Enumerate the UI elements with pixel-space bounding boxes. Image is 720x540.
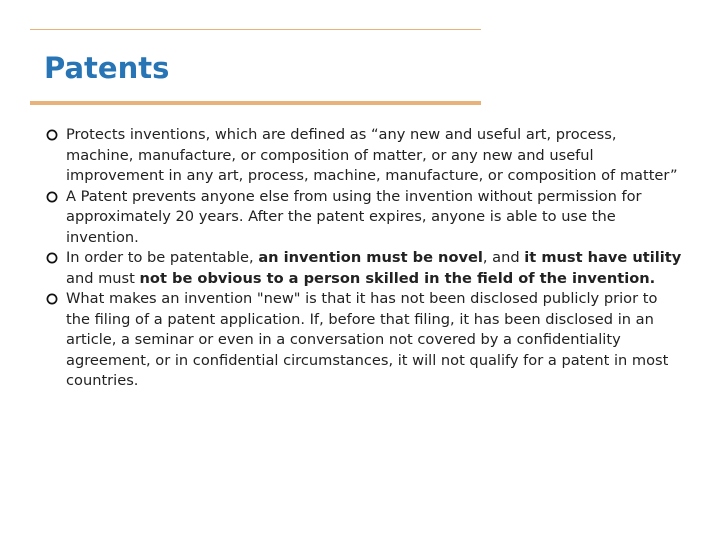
circle-bullet-icon: [46, 252, 58, 264]
bullet-text: [66, 290, 668, 389]
bullet-text-segment: In order to be patentable,: [66, 249, 259, 266]
bullet-text-segment: Protects inventions, which are defined as “any new and useful art, process, machine, manufacture, or composition of matter, or any new and useful improvement in any art, process, machine, manufacture, or composition of matter”: [66, 126, 678, 184]
bullet-item: [44, 289, 684, 392]
bullet-item: [44, 125, 684, 187]
bullet-item: [44, 187, 684, 249]
bullet-text-segment: What makes an invention "new" is that it has not been disclosed publicly prior to the filing of a patent application. If, before that filing, it has been disclosed in an article, a seminar or even in a conversation not covered by a confidentiality agreement, or in confidential circumstances, it will not qualify for a patent in most countries.: [66, 290, 669, 389]
circle-bullet-icon: [46, 191, 58, 203]
circle-bullet-icon: [46, 129, 58, 141]
circle-bullet-icon: [46, 293, 58, 305]
bullet-item: [44, 248, 684, 289]
bullet-text-segment: A Patent prevents anyone else from using the invention without permission for approximately 20 years. After the patent expires, anyone is able to use the invention.: [66, 187, 642, 246]
bullet-text-segment: , and: [482, 249, 525, 266]
top-divider: [30, 29, 481, 30]
bullet-text: [66, 126, 678, 184]
bold-phrase: an invention must be novel: [258, 249, 483, 266]
bullet-text: [66, 188, 642, 246]
title-underline: [30, 101, 481, 105]
bold-phrase: not be obvious to a person skilled in the field of the invention.: [139, 269, 656, 287]
bold-phrase: it must have utility: [524, 249, 682, 266]
bullet-text: [66, 249, 681, 287]
slide-title: Patents: [44, 51, 170, 85]
bullet-text-segment: and must: [66, 269, 140, 287]
bullet-list: [44, 125, 684, 392]
